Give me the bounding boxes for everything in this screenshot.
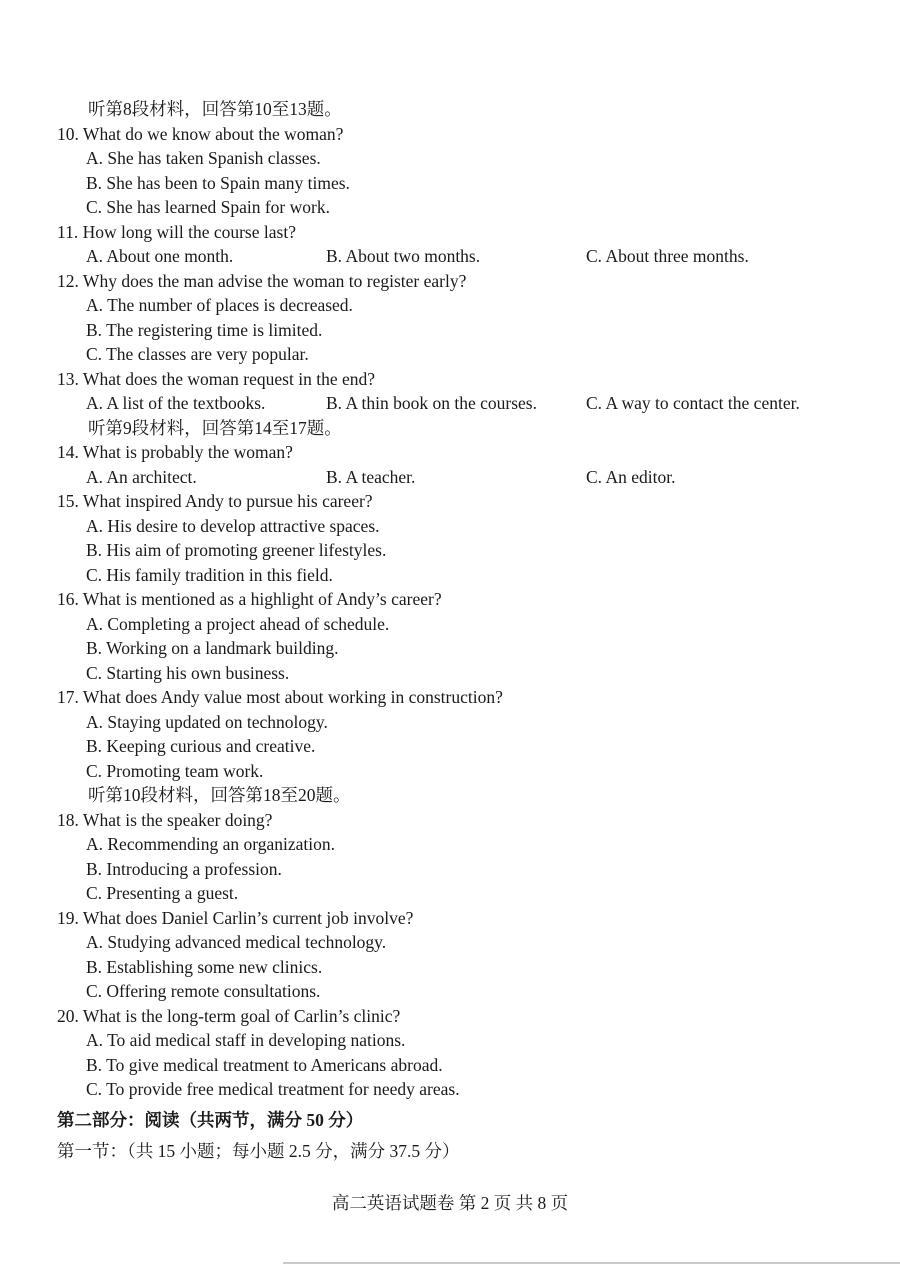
- option: C. Promoting team work.: [86, 760, 264, 781]
- question-text: 16. What is mentioned as a highlight of Andy’s career?: [57, 589, 442, 609]
- question-block: [0, 489, 900, 587]
- option: A. His desire to develop attractive spaces.: [86, 515, 380, 536]
- question-block: [0, 122, 900, 220]
- option: C. She has learned Spain for work.: [86, 197, 330, 217]
- option: A. Staying updated on technology.: [86, 711, 328, 732]
- material-header: 听第8段材料，回答第10至13题。: [88, 99, 342, 119]
- option: B. She has been to Spain many times.: [86, 172, 350, 193]
- option: C. Starting his own business.: [86, 662, 290, 683]
- option: C. The classes are very popular.: [86, 344, 309, 364]
- question-block: [0, 808, 900, 906]
- option: C. His family tradition in this field.: [86, 564, 333, 585]
- option: C. Offering remote consultations.: [86, 981, 321, 1001]
- question-text: 11. How long will the course last?: [57, 221, 296, 242]
- option: B. Establishing some new clinics.: [86, 956, 323, 977]
- question-text: 20. What is the long-term goal of Carlin’s clinic?: [57, 1005, 401, 1026]
- question-text: 18. What is the speaker doing?: [57, 809, 273, 830]
- page-footer: 高二英语试题卷 第 2 页 共 8 页: [331, 1192, 569, 1213]
- option: A. Completing a project ahead of schedule.: [86, 613, 390, 634]
- option: B. Introducing a profession.: [86, 858, 282, 879]
- question-text: 10. What do we know about the woman?: [57, 123, 344, 144]
- option: A. The number of places is decreased.: [86, 295, 353, 315]
- question-text: 12. Why does the man advise the woman to register early?: [57, 270, 467, 291]
- question-text: 19. What does Daniel Carlin’s current job involve?: [57, 907, 414, 928]
- question-block: [0, 906, 900, 1004]
- question-block: [0, 1004, 900, 1102]
- question-block: [0, 367, 900, 416]
- option: B. Working on a landmark building.: [86, 638, 339, 658]
- option: B. His aim of promoting greener lifestyles.: [86, 540, 387, 560]
- option: C. An editor.: [586, 466, 676, 487]
- options-row: [86, 244, 900, 269]
- question-text: 13. What does the woman request in the end?: [57, 368, 375, 389]
- option: C. To provide free medical treatment for needy areas.: [86, 1079, 460, 1099]
- option: B. A teacher.: [326, 466, 416, 487]
- question-block: [0, 440, 900, 489]
- option: A. She has taken Spanish classes.: [86, 148, 321, 168]
- option: A. An architect.: [86, 466, 197, 487]
- material-header: 听第9段材料，回答第14至17题。: [88, 417, 342, 438]
- question-block: [0, 220, 900, 269]
- option: C. About three months.: [586, 246, 749, 266]
- material-header: 听第10段材料，回答第18至20题。: [88, 785, 351, 805]
- option: C. A way to contact the center.: [586, 393, 800, 413]
- option: A. Recommending an organization.: [86, 834, 335, 854]
- question-text: 14. What is probably the woman?: [57, 442, 293, 462]
- question-text: 17. What does Andy value most about working in construction?: [57, 687, 503, 707]
- option: B. The registering time is limited.: [86, 319, 323, 340]
- option: B. About two months.: [326, 246, 481, 266]
- option: B. To give medical treatment to Americans abroad.: [86, 1054, 443, 1075]
- question-block: [0, 269, 900, 367]
- options-row: [86, 391, 900, 416]
- option: A. About one month.: [86, 246, 234, 266]
- option: B. Keeping curious and creative.: [86, 736, 316, 756]
- options-row: [86, 465, 900, 490]
- part-heading: 第二部分：阅读（共两节，满分 50 分）: [57, 1109, 364, 1130]
- option: B. A thin book on the courses.: [326, 393, 537, 413]
- question-block: [0, 685, 900, 783]
- option: A. A list of the textbooks.: [86, 393, 266, 413]
- option: A. To aid medical staff in developing nations.: [86, 1030, 406, 1050]
- option: A. Studying advanced medical technology.: [86, 932, 387, 952]
- option: C. Presenting a guest.: [86, 883, 239, 903]
- question-block: [0, 587, 900, 685]
- scan-artifact-line: [283, 1262, 900, 1264]
- question-text: 15. What inspired Andy to pursue his career?: [57, 491, 373, 511]
- part-heading: 第一节：（共 15 小题；每小题 2.5 分，满分 37.5 分）: [57, 1140, 460, 1161]
